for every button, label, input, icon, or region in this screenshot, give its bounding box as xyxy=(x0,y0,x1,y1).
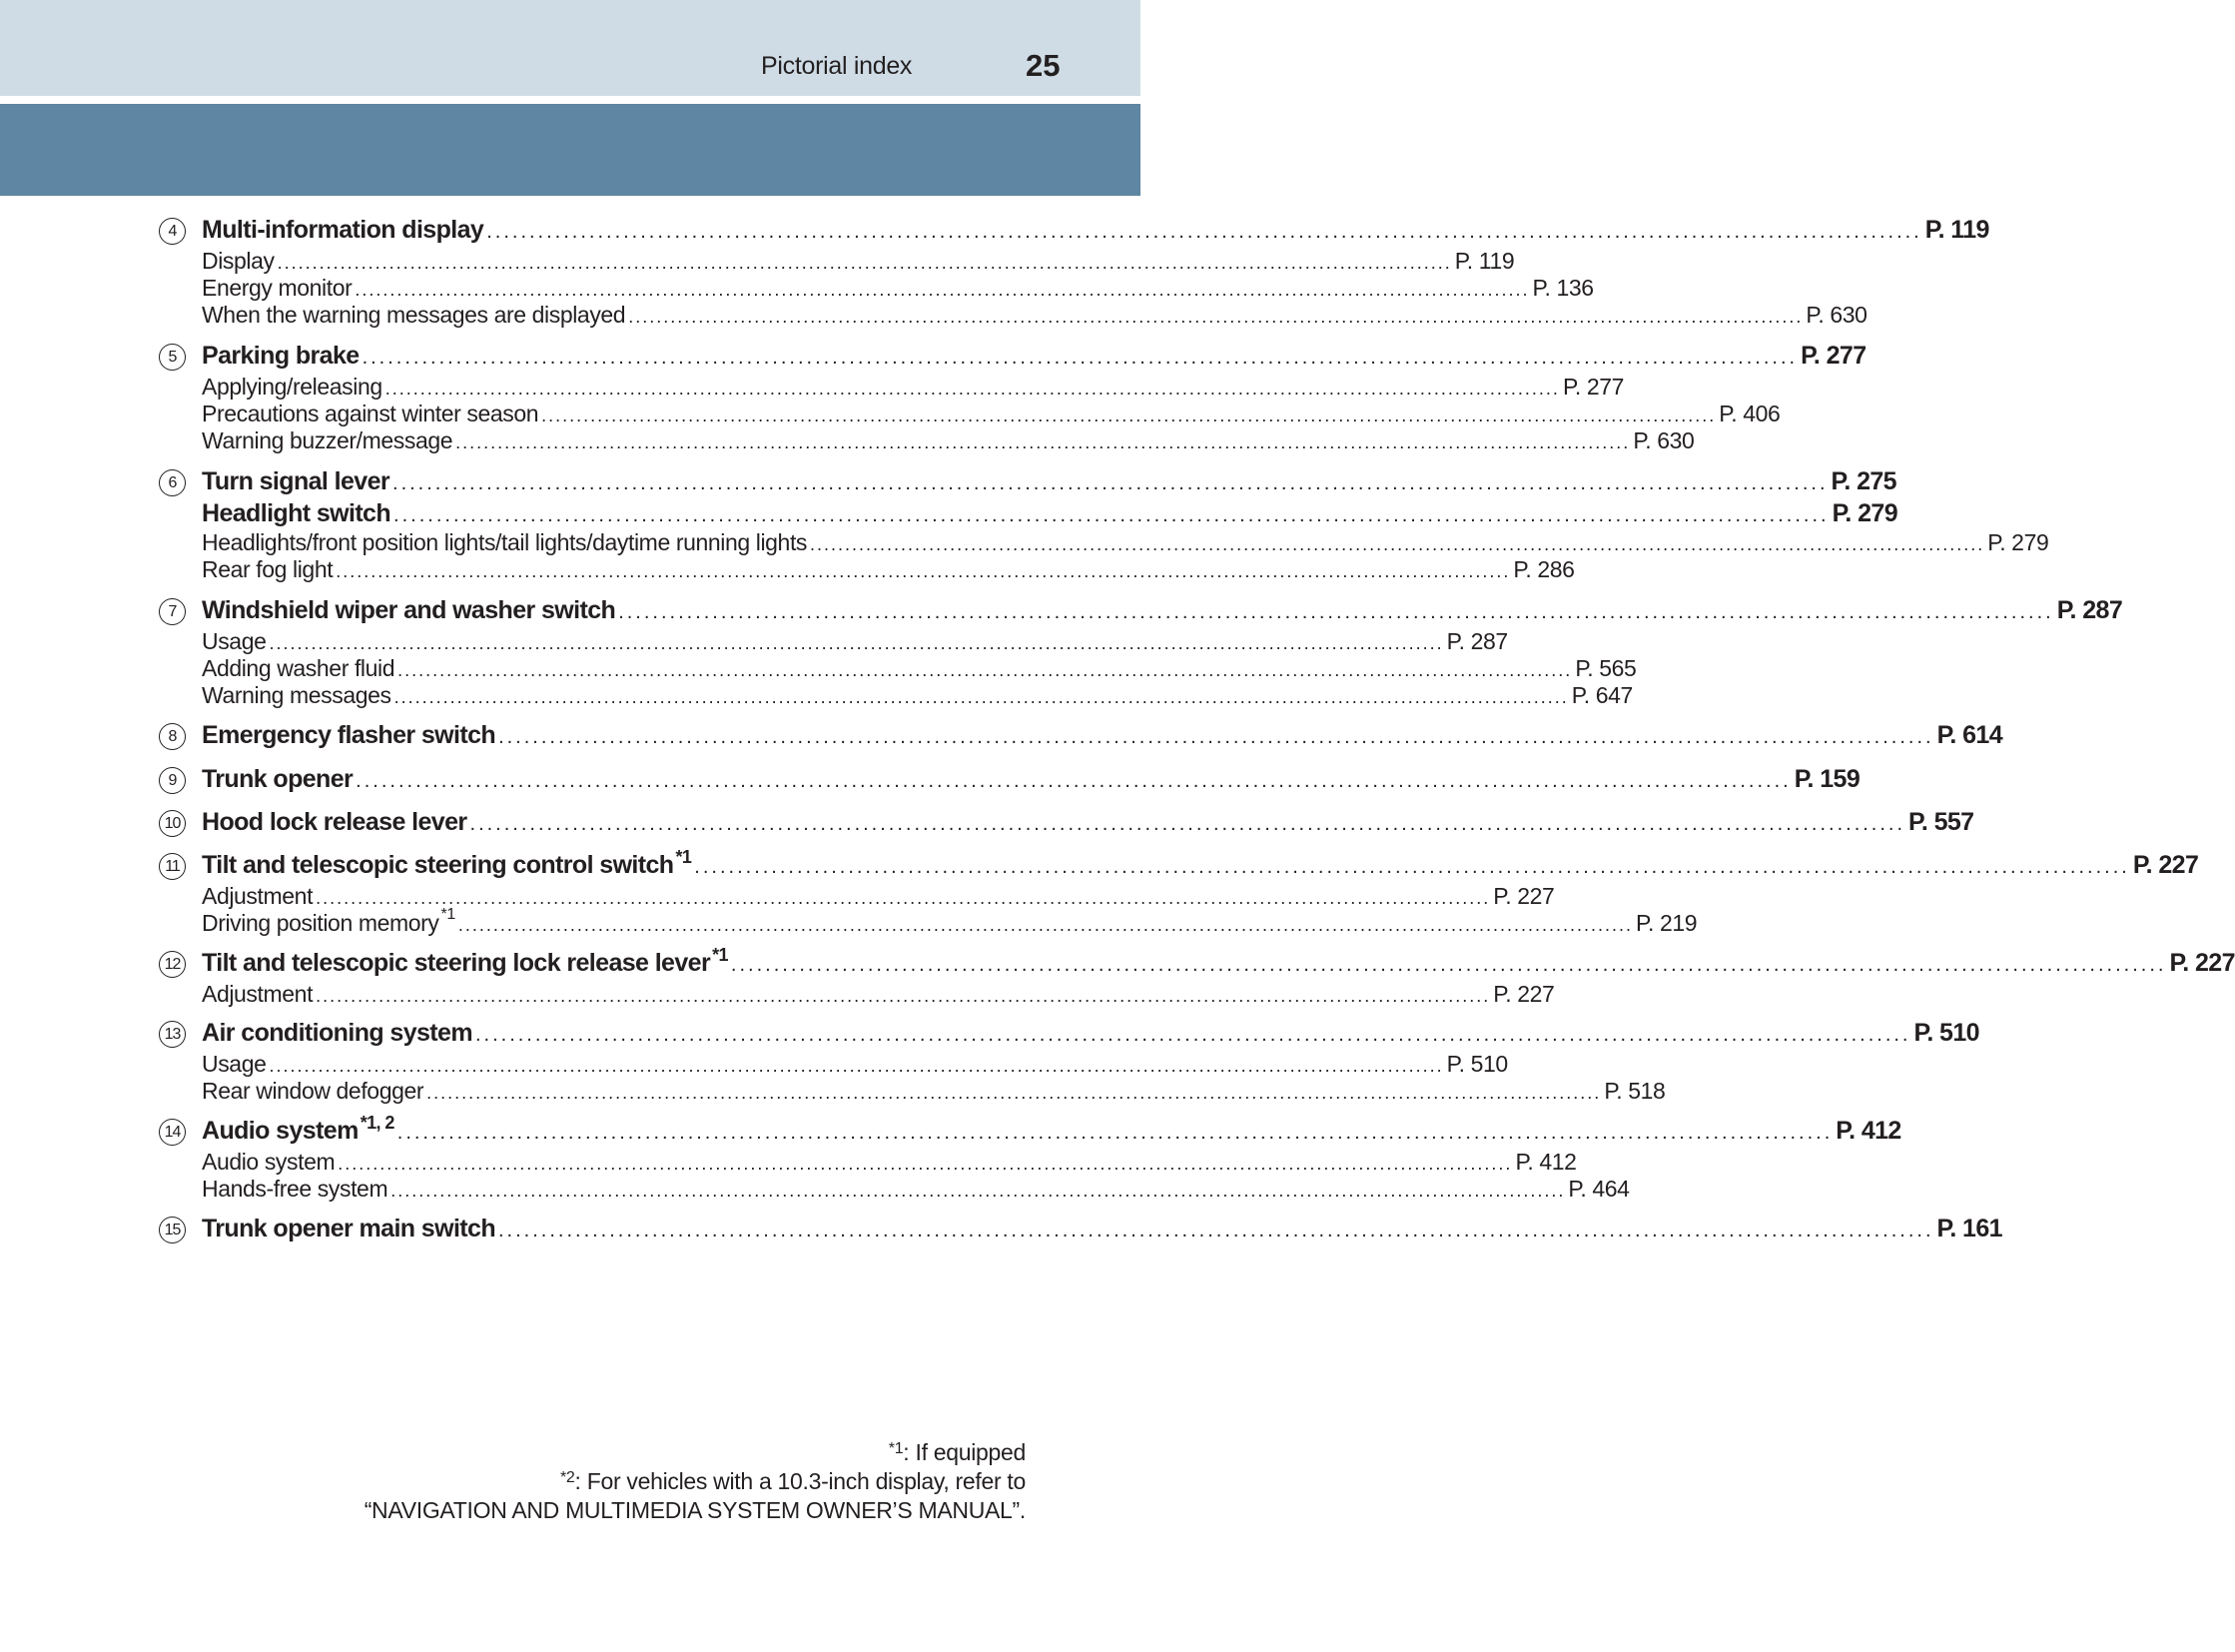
leader-dots: ........................................................................................................................................................................ xyxy=(316,888,1491,908)
entry-page-ref[interactable]: P. 510 xyxy=(1913,1019,1979,1047)
entry-label: Headlight switch xyxy=(202,499,391,527)
leader-dots: ........................................................................................................................................................................ xyxy=(392,472,1829,494)
footnote-mark: *2 xyxy=(560,1469,575,1486)
item-number-badge: 9 xyxy=(159,767,186,794)
item-number-badge: 10 xyxy=(159,810,186,837)
footnote-mark: *1 xyxy=(888,1440,904,1457)
entry-label: Adjustment xyxy=(202,981,314,1007)
index-entry-main[interactable] xyxy=(202,467,1896,497)
leader-dots: ........................................................................................................................................................................ xyxy=(396,1122,1834,1144)
item-number-badge: 8 xyxy=(159,723,186,750)
item-number-badge: 13 xyxy=(159,1021,186,1048)
entry-page-ref[interactable]: P. 630 xyxy=(1633,427,1695,453)
entry-page-ref[interactable]: P. 647 xyxy=(1571,682,1633,708)
entry-label: Trunk opener main switch xyxy=(202,1215,495,1242)
entry-page-ref[interactable]: P. 161 xyxy=(1936,1215,2002,1242)
index-entry-sub[interactable] xyxy=(202,1176,1630,1206)
leader-dots: ........................................................................................................................................................................ xyxy=(269,633,1444,653)
index-entry-sub[interactable] xyxy=(202,556,1575,586)
item-number-badge: 7 xyxy=(159,598,186,625)
entry-page-ref[interactable]: P. 277 xyxy=(1801,342,1866,370)
item-number-badge: 11 xyxy=(159,853,186,880)
entry-label: Headlights/front position lights/tail lights/daytime running lights xyxy=(202,529,808,555)
entry-page-ref[interactable]: P. 565 xyxy=(1575,655,1637,681)
index-entry-sub[interactable] xyxy=(202,1078,1666,1108)
entry-page-ref[interactable]: P. 227 xyxy=(1493,981,1555,1007)
index-entry-sub[interactable] xyxy=(202,628,1508,658)
entry-label: Tilt and telescopic steering control switch $^{*1}$ xyxy=(202,847,692,879)
leader-dots: ........................................................................................................................................................................ xyxy=(498,726,1934,748)
entry-page-ref[interactable]: P. 287 xyxy=(2056,596,2123,624)
item-number-badge: 4 xyxy=(159,218,186,245)
footnote-ref: *1, 2 xyxy=(360,1113,394,1133)
entry-page-ref[interactable]: P. 464 xyxy=(1568,1176,1630,1202)
leader-dots: ........................................................................................................................................................................ xyxy=(390,1181,1566,1201)
entry-page-ref[interactable]: P. 219 xyxy=(1636,910,1698,936)
leader-dots: ........................................................................................................................................................................ xyxy=(426,1083,1602,1103)
leader-dots: ........................................................................................................................................................................ xyxy=(474,1024,1911,1046)
footnote-ref: *1 xyxy=(712,945,728,965)
entry-page-ref[interactable]: P. 159 xyxy=(1794,765,1861,793)
item-number-badge: 14 xyxy=(159,1119,186,1146)
index-entry-sub[interactable] xyxy=(202,1051,1508,1081)
entry-page-ref[interactable]: P. 614 xyxy=(1936,721,2003,749)
entry-page-ref[interactable]: P. 510 xyxy=(1446,1051,1508,1077)
footnote-text: : If equipped xyxy=(903,1439,1026,1465)
entry-page-ref[interactable]: P. 119 xyxy=(1454,248,1515,274)
leader-dots: ........................................................................................................................................................................ xyxy=(498,1220,1934,1241)
entry-page-ref[interactable]: P. 287 xyxy=(1446,628,1508,654)
entry-page-ref[interactable]: P. 518 xyxy=(1604,1078,1666,1104)
entry-label: Driving position memory $^{*1}$ xyxy=(202,906,455,936)
index-entry-main[interactable] xyxy=(202,1113,1901,1147)
entry-label: Hands-free system xyxy=(202,1176,388,1202)
entry-label: Hood lock release lever xyxy=(202,808,467,836)
entry-label: Applying/releasing xyxy=(202,374,382,400)
footnotes xyxy=(127,1438,1026,1525)
entry-label: Usage xyxy=(202,628,267,654)
index-entry-main[interactable] xyxy=(202,1215,2002,1244)
entry-page-ref[interactable]: P. 227 xyxy=(1493,883,1555,909)
index-entry-sub[interactable] xyxy=(202,1149,1577,1179)
entry-page-ref[interactable]: P. 119 xyxy=(1924,216,1989,244)
entry-label: Tilt and telescopic steering lock release lever $^{*1}$ xyxy=(202,945,728,977)
item-number-badge: 5 xyxy=(159,344,186,371)
index-entry-sub[interactable] xyxy=(202,529,2049,559)
entry-label: Multi-information display xyxy=(202,216,484,244)
leader-dots: ........................................................................................................................................................................ xyxy=(356,770,1792,792)
entry-page-ref[interactable]: P. 279 xyxy=(1832,499,1898,527)
entry-label: Usage xyxy=(202,1051,267,1077)
footnote-ref: *1 xyxy=(675,847,692,867)
item-number-badge: 15 xyxy=(159,1217,186,1243)
leader-dots: ........................................................................................................................................................................ xyxy=(541,406,1717,425)
index-entry-main[interactable] xyxy=(202,808,1974,838)
entry-page-ref[interactable]: P. 279 xyxy=(1987,529,2049,555)
header-color-band xyxy=(0,104,1140,196)
entry-page-ref[interactable]: P. 275 xyxy=(1831,467,1896,495)
entry-label: Emergency flasher switch xyxy=(202,721,496,749)
footnote-ref: *1 xyxy=(440,906,455,923)
index-entry-main[interactable] xyxy=(202,499,1898,529)
leader-dots: ........................................................................................................................................................................ xyxy=(393,504,1830,526)
section-title: Pictorial index xyxy=(761,52,913,80)
leader-dots: ........................................................................................................................................................................ xyxy=(384,379,1560,399)
leader-dots: ........................................................................................................................................................................ xyxy=(618,601,2054,623)
leader-dots: ........................................................................................................................................................................ xyxy=(316,986,1491,1006)
index-entry-sub[interactable] xyxy=(202,655,1637,685)
leader-dots: ........................................................................................................................................................................ xyxy=(457,915,1633,935)
index-entry-main[interactable] xyxy=(202,1019,1979,1049)
index-entry-sub[interactable] xyxy=(202,682,1633,712)
entry-label: Trunk opener xyxy=(202,765,354,793)
entry-label: Audio system $^{*1, 2}$ xyxy=(202,1113,394,1145)
entry-label: When the warning messages are displayed xyxy=(202,302,626,328)
entry-label: Warning messages xyxy=(202,682,391,708)
leader-dots: ........................................................................................................................................................................ xyxy=(694,856,2130,878)
leader-dots: ........................................................................................................................................................................ xyxy=(277,253,1452,273)
index-entry-main[interactable] xyxy=(202,945,2235,979)
entry-label: Rear window defogger xyxy=(202,1078,424,1104)
entry-page-ref[interactable]: P. 227 xyxy=(2169,949,2235,977)
leader-dots: ........................................................................................................................................................................ xyxy=(628,307,1804,327)
item-number-badge: 12 xyxy=(159,951,186,978)
footnote-1 xyxy=(127,1438,1026,1467)
index-entry-sub[interactable] xyxy=(202,981,1555,1011)
index-entry-main[interactable] xyxy=(202,216,1989,246)
index-entry-sub[interactable] xyxy=(202,883,1555,913)
index-entry-sub[interactable] xyxy=(202,248,1515,278)
entry-label: Energy monitor xyxy=(202,275,353,301)
leader-dots: ........................................................................................................................................................................ xyxy=(269,1056,1444,1076)
entry-page-ref[interactable]: P. 277 xyxy=(1562,374,1625,400)
footnote-2 xyxy=(127,1467,1026,1496)
index-entry-main[interactable] xyxy=(202,847,2199,881)
index-entry-main[interactable] xyxy=(202,721,2003,751)
entry-page-ref[interactable]: P. 286 xyxy=(1513,556,1575,582)
index-entry-sub[interactable] xyxy=(202,401,1781,430)
entry-label: Turn signal lever xyxy=(202,467,390,495)
leader-dots: ........................................................................................................................................................................ xyxy=(393,687,1569,707)
leader-dots: ........................................................................................................................................................................ xyxy=(730,954,2167,976)
entry-page-ref[interactable]: P. 227 xyxy=(2132,851,2199,879)
header-top-bar xyxy=(0,0,1140,96)
entry-label: Parking brake xyxy=(202,342,360,370)
index-entry-sub[interactable] xyxy=(202,906,1698,940)
index-entry-sub[interactable] xyxy=(202,275,1594,305)
entry-page-ref[interactable]: P. 630 xyxy=(1806,302,1867,328)
index-entry-sub[interactable] xyxy=(202,374,1625,404)
entry-label: Warning buzzer/message xyxy=(202,427,453,453)
entry-label: Rear fog light xyxy=(202,556,334,582)
entry-page-ref[interactable]: P. 412 xyxy=(1515,1149,1577,1175)
page-number: 25 xyxy=(1026,48,1061,83)
leader-dots: ........................................................................................................................................................................ xyxy=(355,280,1530,300)
entry-label: Precautions against winter season xyxy=(202,401,539,426)
footnote-2-continuation: “NAVIGATION AND MULTIMEDIA SYSTEM OWNER’S MANUAL”. xyxy=(364,1497,1026,1523)
item-number-badge: 6 xyxy=(159,469,186,496)
entry-label: Adding washer fluid xyxy=(202,655,395,681)
leader-dots: ........................................................................................................................................................................ xyxy=(336,561,1511,581)
leader-dots: ........................................................................................................................................................................ xyxy=(486,221,1922,243)
index-entry-main[interactable] xyxy=(202,765,1861,795)
entry-label: Adjustment xyxy=(202,883,314,909)
entry-label: Audio system xyxy=(202,1149,336,1175)
leader-dots: ........................................................................................................................................................................ xyxy=(469,813,1906,835)
index-entry-main[interactable] xyxy=(202,596,2123,626)
header-divider xyxy=(0,96,1140,104)
index-entry-main[interactable] xyxy=(202,342,1866,372)
entry-label: Display xyxy=(202,248,275,274)
index-entry-sub[interactable] xyxy=(202,427,1695,457)
leader-dots: ........................................................................................................................................................................ xyxy=(338,1154,1513,1174)
leader-dots: ........................................................................................................................................................................ xyxy=(455,432,1631,452)
footnote-text: : For vehicles with a 10.3-inch display, refer to xyxy=(574,1468,1026,1494)
leader-dots: ........................................................................................................................................................................ xyxy=(397,660,1573,680)
entry-page-ref[interactable]: P. 412 xyxy=(1836,1117,1901,1145)
index-entry-sub[interactable] xyxy=(202,302,1867,332)
entry-page-ref[interactable]: P. 557 xyxy=(1908,808,1974,836)
entry-label: Windshield wiper and washer switch xyxy=(202,596,616,624)
entry-label: Air conditioning system xyxy=(202,1019,472,1047)
leader-dots: ........................................................................................................................................................................ xyxy=(810,534,1985,554)
entry-page-ref[interactable]: P. 406 xyxy=(1719,401,1781,426)
entry-page-ref[interactable]: P. 136 xyxy=(1532,275,1594,301)
leader-dots: ........................................................................................................................................................................ xyxy=(362,347,1799,369)
